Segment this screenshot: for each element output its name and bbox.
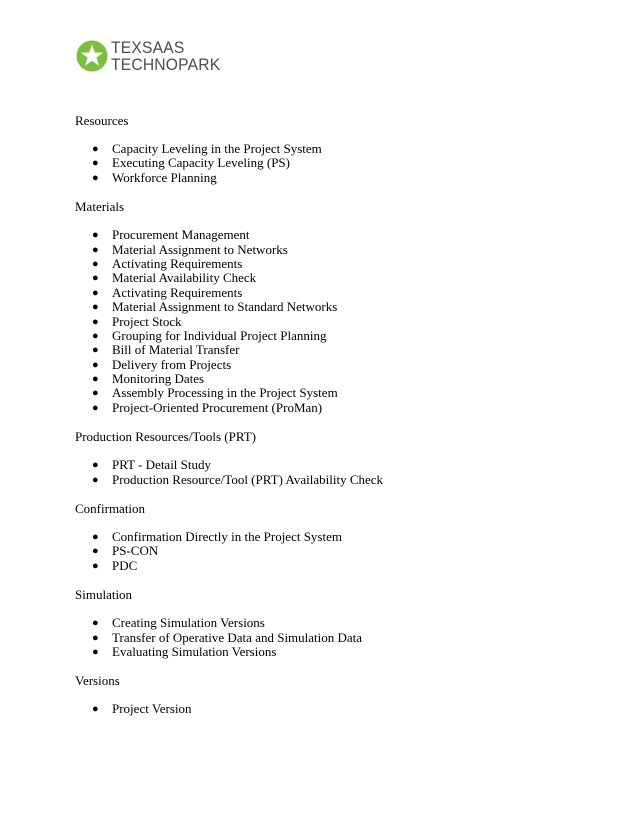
bullet-icon: ● [92, 272, 99, 285]
bullet-icon: ● [92, 545, 99, 558]
bullet-icon: ● [92, 286, 99, 299]
logo-wordmark [111, 39, 220, 73]
list-item-text: Material Assignment to Networks [112, 241, 288, 257]
bullet-icon: ● [92, 459, 99, 472]
section-heading: Production Resources/Tools (PRT) [75, 429, 257, 445]
list-item-text: Bill of Material Transfer [112, 342, 240, 358]
list-item [75, 631, 595, 645]
list-item [75, 372, 595, 386]
bullet-icon: ● [92, 531, 99, 544]
list-item [75, 228, 595, 242]
list-item [75, 559, 595, 573]
bullet-icon: ● [92, 301, 99, 314]
list-item-text: Material Assignment to Standard Networks [112, 299, 338, 315]
list-item-text: Material Availability Check [112, 270, 257, 286]
bullet-list [75, 458, 595, 487]
bullet-icon: ● [92, 229, 99, 242]
list-item-text: Evaluating Simulation Versions [112, 643, 277, 659]
bullet-list [75, 228, 595, 415]
logo-line-2: TECHNOPARK [111, 55, 221, 74]
bullet-icon: ● [92, 473, 99, 486]
list-item-text: PS-CON [112, 543, 159, 559]
bullet-icon: ● [92, 617, 99, 630]
bullet-icon: ● [92, 387, 99, 400]
bullet-icon: ● [92, 703, 99, 716]
bullet-icon: ● [92, 373, 99, 386]
list-item-text: PDC [112, 557, 138, 573]
list-item-text: Activating Requirements [112, 255, 243, 271]
bullet-icon: ● [92, 329, 99, 342]
section-heading: Confirmation [75, 501, 146, 517]
bullet-icon: ● [92, 344, 99, 357]
section-heading: Resources [75, 113, 129, 128]
list-item-text: Monitoring Dates [112, 371, 205, 387]
list-item [75, 171, 595, 185]
section-heading: Materials [75, 199, 125, 215]
list-item-text: Assembly Processing in the Project System [112, 385, 338, 401]
bullet-icon: ● [92, 171, 99, 184]
list-item-text: Capacity Leveling in the Project System [112, 141, 322, 156]
list-item-text: Project-Oriented Procurement (ProMan) [112, 399, 323, 415]
bullet-list [75, 616, 595, 659]
list-item-text: PRT - Detail Study [112, 457, 212, 473]
bullet-list [75, 702, 595, 716]
list-item-text: Workforce Planning [112, 169, 217, 185]
bullet-icon: ● [92, 157, 99, 170]
list-item [75, 702, 595, 716]
list-item [75, 286, 595, 300]
section-heading: Simulation [75, 587, 133, 603]
list-item [75, 386, 595, 400]
bullet-icon: ● [92, 631, 99, 644]
list-item-text: Confirmation Directly in the Project System [112, 529, 342, 545]
company-logo [76, 36, 230, 76]
list-item [75, 645, 595, 659]
document-body [75, 113, 595, 731]
list-item-text: Grouping for Individual Project Planning [112, 327, 327, 343]
bullet-icon: ● [92, 559, 99, 572]
list-item-text: Project Stock [112, 313, 182, 329]
bullet-icon: ● [92, 315, 99, 328]
bullet-list [75, 530, 595, 573]
list-item [75, 329, 595, 343]
list-item-text: Delivery from Projects [112, 356, 232, 372]
section-heading: Versions [75, 673, 120, 689]
bullet-icon: ● [92, 243, 99, 256]
list-item [75, 142, 595, 156]
bullet-icon: ● [92, 358, 99, 371]
list-item [75, 358, 595, 372]
list-item-text: Production Resource/Tool (PRT) Availability Check [112, 471, 384, 487]
list-item [75, 616, 595, 630]
list-item-text: Activating Requirements [112, 284, 243, 300]
list-item [75, 473, 595, 487]
list-item-text: Procurement Management [112, 227, 250, 243]
bullet-icon: ● [92, 143, 99, 155]
list-item [75, 243, 595, 257]
bullet-list [75, 142, 595, 185]
logo-line-1: TEXSAAS [111, 38, 185, 57]
list-item [75, 401, 595, 415]
bullet-icon: ● [92, 401, 99, 414]
list-item [75, 315, 595, 329]
bullet-icon: ● [92, 645, 99, 658]
list-item-text: Creating Simulation Versions [112, 615, 265, 631]
list-item [75, 458, 595, 472]
list-item [75, 300, 595, 314]
list-item [75, 343, 595, 357]
list-item-text: Executing Capacity Leveling (PS) [112, 155, 290, 171]
list-item [75, 271, 595, 285]
bullet-icon: ● [92, 257, 99, 270]
list-item [75, 257, 595, 271]
list-item-text: Transfer of Operative Data and Simulation Data [112, 629, 363, 645]
star-logo-icon [76, 40, 108, 72]
list-item [75, 156, 595, 170]
list-item [75, 530, 595, 544]
list-item-text: Project Version [112, 701, 192, 717]
list-item [75, 544, 595, 558]
